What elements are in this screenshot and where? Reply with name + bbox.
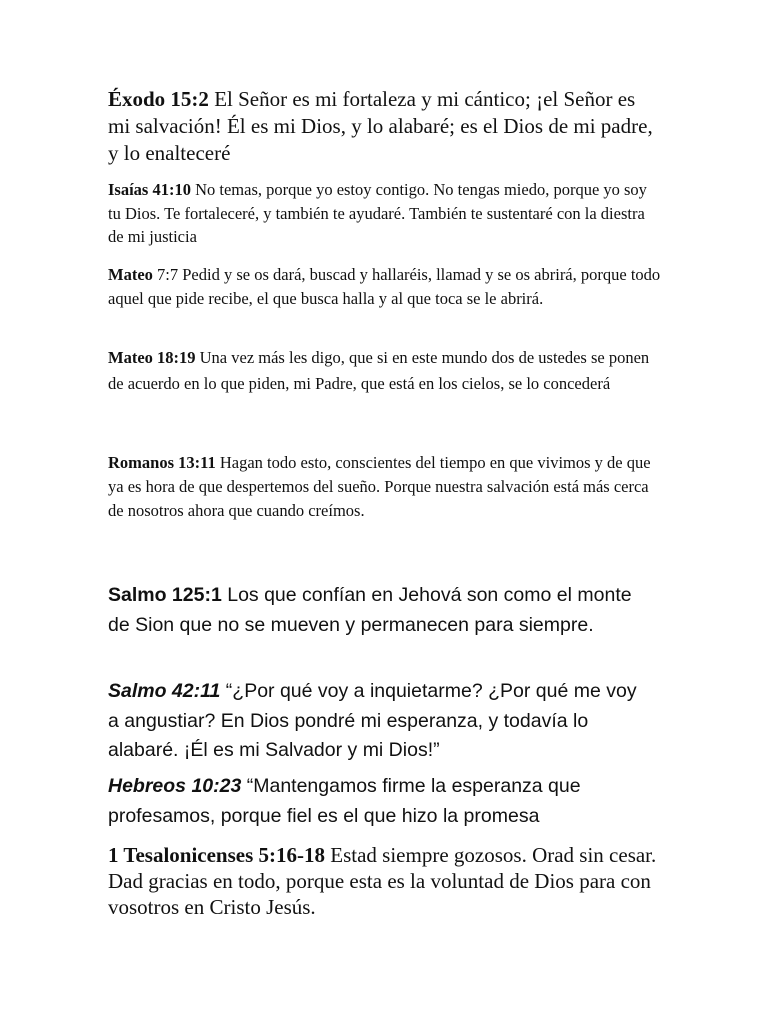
verse-reference: Mateo <box>108 265 158 284</box>
verse-isaias-41-10 <box>108 178 648 249</box>
verse-text: Estad siempre gozosos. Orad sin cesar. Dad gracias en todo, porque esta es la voluntad de Dios para con vosotros en Cristo Jesús. <box>108 843 657 919</box>
verse-salmo-125-1 <box>108 581 648 640</box>
verse-reference: Isaías 41:10 <box>108 180 191 199</box>
verse-mateo-18-19 <box>108 345 668 397</box>
verse-reference: Hebreos 10:23 <box>108 775 242 797</box>
verse-text: Hagan todo esto, conscientes del tiempo en que vivimos y de que ya es hora de que despertemos del sueño. Porque nuestra salvación está más cerca de nosotros ahora que cuando creímos. <box>108 453 651 520</box>
verse-hebreos-10-23 <box>108 772 648 831</box>
verse-salmo-42-11 <box>108 677 648 766</box>
verse-text: Pedid y se os dará, buscad y hallaréis, llamad y se os abrirá, porque todo aquel que pide recibe, el que busca halla y al que toca se le abrirá. <box>108 265 661 308</box>
verse-text: “¿Por qué voy a inquietarme? ¿Por qué me voy a angustiar? En Dios pondré mi esperanza, y todavía lo alabaré. ¡Él es mi Salvador y mi Dios!” <box>108 680 637 761</box>
verse-reference: Éxodo 15:2 <box>108 87 209 111</box>
verse-1-tesalonicenses-5-16-18 <box>108 842 668 920</box>
verse-reference: Salmo 42:11 <box>108 680 221 702</box>
verse-reference-number: 7:7 <box>157 265 179 284</box>
verse-reference: Mateo 18:19 <box>108 348 196 367</box>
verse-reference: Romanos 13:11 <box>108 453 216 472</box>
verse-reference: 1 Tesalonicenses 5:16-18 <box>108 843 326 867</box>
verse-text: Los que confían en Jehová son como el monte de Sion que no se mueven y permanecen para siempre. <box>108 584 632 636</box>
verse-romanos-13-11 <box>108 451 653 523</box>
verse-text: Una vez más les digo, que si en este mundo dos de ustedes se ponen de acuerdo en lo que piden, mi Padre, que está en los cielos, se lo concederá <box>108 348 650 393</box>
verse-text: “Mantengamos firme la esperanza que profesamos, porque fiel es el que hizo la promesa <box>108 775 581 827</box>
verse-text: No temas, porque yo estoy contigo. No tengas miedo, porque yo soy tu Dios. Te fortaleceré, y también te ayudaré. También te sustentaré con la diestra de mi justicia <box>108 180 647 246</box>
verse-exodo-15-2 <box>108 86 658 167</box>
verse-text: El Señor es mi fortaleza y mi cántico; ¡el Señor es mi salvación! Él es mi Dios, y lo alabaré; es el Dios de mi padre, y lo enalteceré <box>108 87 653 165</box>
verse-reference: Salmo 125:1 <box>108 584 222 606</box>
verse-mateo-7-7 <box>108 263 668 311</box>
